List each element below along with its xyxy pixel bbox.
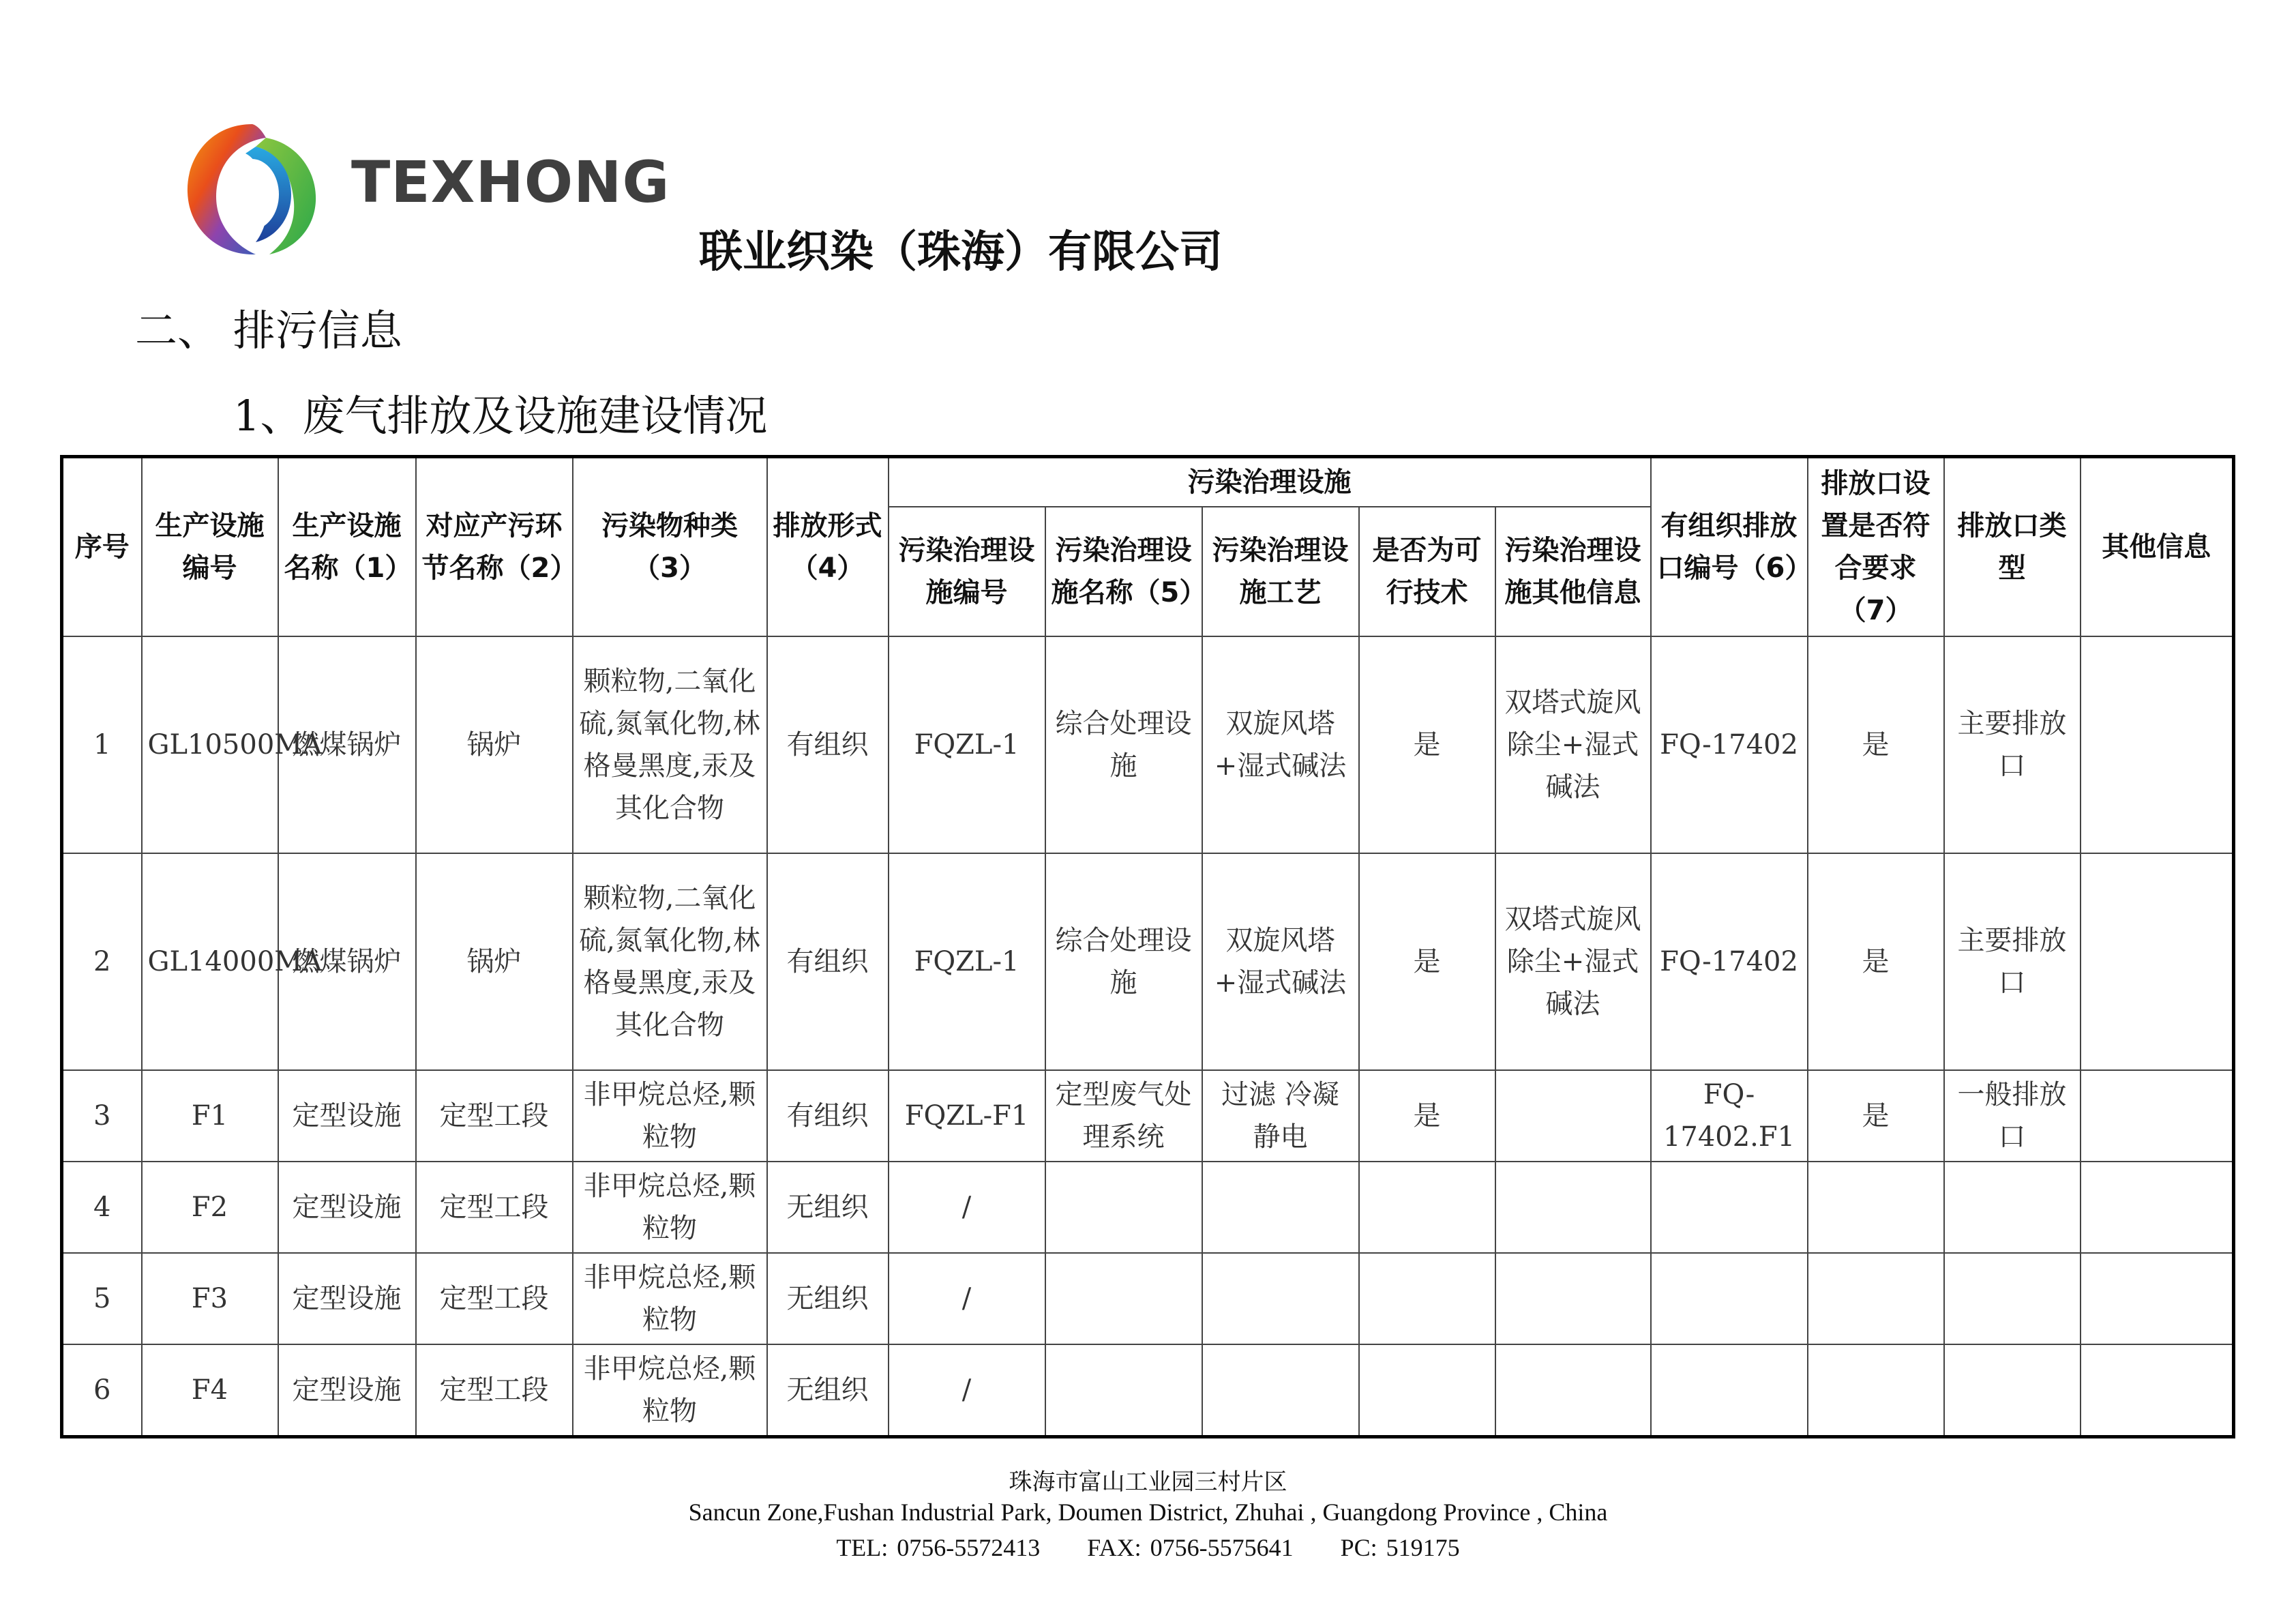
cell-feasible: 是 [1359,636,1495,853]
cell-pollutant: 颗粒物,二氧化硫,氮氧化物,林格曼黑度,汞及其化合物 [573,636,767,853]
cell-other [2081,853,2234,1070]
cell-control-name [1045,1344,1202,1437]
table-row [62,636,2234,853]
footer-tel: TEL: 0756-5572413 [836,1534,1041,1561]
cell-seq: 5 [62,1253,142,1344]
header-control-group: 污染治理设施 [889,457,1651,507]
cell-process-name: 锅炉 [416,636,573,853]
cell-control-name: 综合处理设施 [1045,636,1202,853]
cell-outlet-type: 一般排放口 [1944,1070,2081,1162]
cell-outlet-code [1651,1162,1808,1253]
cell-facility-name: 定型设施 [278,1070,416,1162]
cell-other [2081,1070,2234,1162]
cell-facility-code: F1 [142,1070,278,1162]
cell-facility-code: F3 [142,1253,278,1344]
cell-seq: 4 [62,1162,142,1253]
cell-pollutant: 非甲烷总烃,颗粒物 [573,1344,767,1437]
cell-facility-name: 燃煤锅炉 [278,636,416,853]
cell-discharge-form: 无组织 [767,1253,889,1344]
header-control-other: 污染治理设施其他信息 [1495,507,1651,636]
cell-control-process: 双旋风塔+湿式碱法 [1202,853,1359,1070]
cell-process-name: 定型工段 [416,1162,573,1253]
header-facility-name: 生产设施名称（1） [278,457,416,637]
cell-outlet-code: FQ-17402.F1 [1651,1070,1808,1162]
header-control-code: 污染治理设施编号 [889,507,1045,636]
cell-pollutant: 颗粒物,二氧化硫,氮氧化物,林格曼黑度,汞及其化合物 [573,853,767,1070]
cell-control-process [1202,1253,1359,1344]
cell-pollutant: 非甲烷总烃,颗粒物 [573,1162,767,1253]
cell-control-process: 双旋风塔+湿式碱法 [1202,636,1359,853]
cell-control-code: FQZL-F1 [889,1070,1045,1162]
cell-process-name: 定型工段 [416,1344,573,1437]
cell-other [2081,1253,2234,1344]
cell-control-other [1495,1253,1651,1344]
cell-pollutant: 非甲烷总烃,颗粒物 [573,1253,767,1344]
cell-outlet-type: 主要排放口 [1944,636,2081,853]
cell-control-code: / [889,1344,1045,1437]
cell-facility-code: F2 [142,1162,278,1253]
cell-process-name: 定型工段 [416,1070,573,1162]
header-discharge-form: 排放形式（4） [767,457,889,637]
cell-control-code: FQZL-1 [889,853,1045,1070]
cell-control-name [1045,1162,1202,1253]
footer-fax: FAX: 0756-5575641 [1087,1534,1294,1561]
cell-control-other [1495,1162,1651,1253]
cell-feasible: 是 [1359,853,1495,1070]
cell-outlet-type [1944,1253,2081,1344]
cell-control-name [1045,1253,1202,1344]
header-outlet-compliant: 排放口设置是否符合要求（7） [1808,457,1944,637]
footer-address-cn: 珠海市富山工业园三村片区 [1009,1468,1287,1496]
cell-feasible [1359,1162,1495,1253]
cell-other [2081,1344,2234,1437]
cell-outlet-compliant [1808,1162,1944,1253]
cell-facility-code: F4 [142,1344,278,1437]
header-other: 其他信息 [2081,457,2234,637]
cell-control-code: / [889,1162,1045,1253]
cell-discharge-form: 无组织 [767,1162,889,1253]
cell-control-other [1495,1344,1651,1437]
cell-control-code: FQZL-1 [889,636,1045,853]
table-row [62,1253,2234,1344]
table-row [62,853,2234,1070]
cell-control-name: 综合处理设施 [1045,853,1202,1070]
logo-ring-icon [181,116,324,263]
cell-process-name: 锅炉 [416,853,573,1070]
header-facility-code: 生产设施编号 [142,457,278,637]
header-control-process: 污染治理设施工艺 [1202,507,1359,636]
cell-feasible [1359,1253,1495,1344]
cell-other [2081,636,2234,853]
cell-facility-name: 定型设施 [278,1253,416,1344]
cell-outlet-code: FQ-17402 [1651,853,1808,1070]
cell-outlet-code [1651,1344,1808,1437]
cell-control-name: 定型废气处理系统 [1045,1070,1202,1162]
cell-seq: 1 [62,636,142,853]
header-process-name: 对应产污环节名称（2） [416,457,573,637]
table-row [62,1344,2234,1437]
cell-facility-name: 燃煤锅炉 [278,853,416,1070]
cell-discharge-form: 有组织 [767,853,889,1070]
cell-seq: 2 [62,853,142,1070]
cell-control-other [1495,1070,1651,1162]
cell-control-code: / [889,1253,1045,1344]
cell-control-process: 过滤 冷凝 静电 [1202,1070,1359,1162]
cell-facility-code: GL14000MA [142,853,278,1070]
cell-outlet-code [1651,1253,1808,1344]
footer-pc: PC: 519175 [1340,1534,1460,1561]
table-row [62,1070,2234,1162]
cell-feasible: 是 [1359,1070,1495,1162]
cell-discharge-form: 有组织 [767,1070,889,1162]
cell-control-other: 双塔式旋风除尘+湿式碱法 [1495,853,1651,1070]
table-row [62,1162,2234,1253]
emission-table [60,455,2235,1438]
cell-process-name: 定型工段 [416,1253,573,1344]
header-control-name: 污染治理设施名称（5） [1045,507,1202,636]
cell-outlet-type: 主要排放口 [1944,853,2081,1070]
header-pollutant: 污染物种类（3） [573,457,767,637]
cell-facility-name: 定型设施 [278,1344,416,1437]
logo-text: TEXHONG [351,149,670,216]
cell-seq: 3 [62,1070,142,1162]
cell-facility-code: GL10500MA [142,636,278,853]
header-outlet-type: 排放口类型 [1944,457,2081,637]
header-outlet-code: 有组织排放口编号（6） [1651,457,1808,637]
cell-outlet-code: FQ-17402 [1651,636,1808,853]
header-feasible: 是否为可行技术 [1359,507,1495,636]
cell-outlet-compliant [1808,1344,1944,1437]
cell-outlet-compliant: 是 [1808,636,1944,853]
cell-discharge-form: 无组织 [767,1344,889,1437]
cell-feasible [1359,1344,1495,1437]
cell-outlet-compliant: 是 [1808,853,1944,1070]
footer-address-en: Sancun Zone,Fushan Industrial Park, Doumen District, Zhuhai , Guangdong Province , China [688,1498,1608,1526]
cell-discharge-form: 有组织 [767,636,889,853]
cell-outlet-type [1944,1344,2081,1437]
cell-control-process [1202,1344,1359,1437]
section-title: 二、 排污信息 [135,306,402,355]
sub-title: 1、废气排放及设施建设情况 [233,391,768,441]
cell-outlet-type [1944,1162,2081,1253]
cell-other [2081,1162,2234,1253]
cell-outlet-compliant: 是 [1808,1070,1944,1162]
company-name: 联业织染（珠海）有限公司 [699,227,1223,278]
footer-contact [0,1533,2296,1562]
cell-control-other: 双塔式旋风除尘+湿式碱法 [1495,636,1651,853]
header-seq: 序号 [62,457,142,637]
cell-seq: 6 [62,1344,142,1437]
cell-facility-name: 定型设施 [278,1162,416,1253]
cell-control-process [1202,1162,1359,1253]
cell-pollutant: 非甲烷总烃,颗粒物 [573,1070,767,1162]
cell-outlet-compliant [1808,1253,1944,1344]
company-logo [181,116,672,263]
